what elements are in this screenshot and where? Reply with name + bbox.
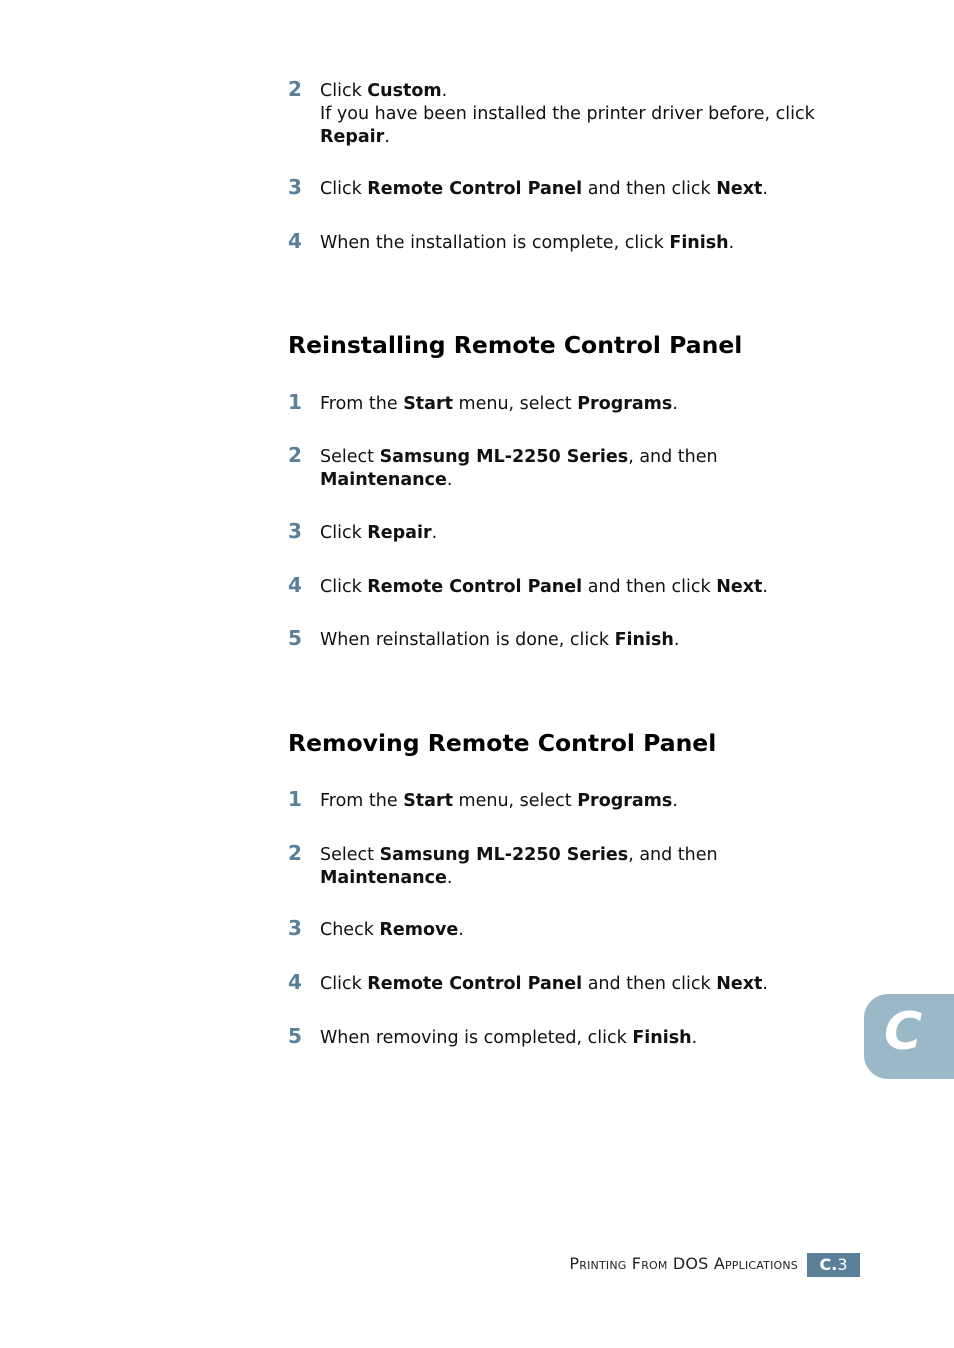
reinstall-heading: Reinstalling Remote Control Panel: [288, 331, 743, 359]
step-number: 4: [288, 573, 302, 597]
chapter-tab: [864, 994, 954, 1079]
step-text: Click Repair.: [320, 523, 438, 543]
step-text: Select Samsung ML-2250 Series, and then Maintenance.: [320, 447, 718, 490]
step-text: When removing is completed, click Finish.: [320, 1028, 698, 1048]
step-text: From the Start menu, select Programs.: [320, 394, 678, 414]
step-text: Click Remote Control Panel and then click Next.: [320, 179, 768, 199]
step-text: Click Remote Control Panel and then click Next.: [320, 974, 768, 994]
page-number-badge: [807, 1253, 860, 1277]
step-text: From the Start menu, select Programs.: [320, 791, 678, 811]
step-text: When reinstallation is done, click Finish.: [320, 630, 680, 650]
step-number: 1: [288, 787, 302, 811]
page-number: 3: [837, 1255, 848, 1274]
step-number: 5: [288, 1024, 302, 1048]
step-number: 4: [288, 229, 302, 253]
footer-title: Printing From DOS Applications: [569, 1254, 798, 1273]
step-number: 2: [288, 443, 302, 467]
step-number: 2: [288, 77, 302, 101]
step-text: Click Remote Control Panel and then click Next.: [320, 577, 768, 597]
step-number: 3: [288, 175, 302, 199]
step-number: 4: [288, 970, 302, 994]
step-text: Check Remove.: [320, 920, 464, 940]
step-number: 3: [288, 519, 302, 543]
step-number: 3: [288, 916, 302, 940]
step-text: Click Custom. If you have been installed the printer driver before, click Repair.: [320, 81, 815, 147]
page-prefix: C.: [819, 1255, 838, 1274]
step-number: 1: [288, 390, 302, 414]
step-number: 2: [288, 841, 302, 865]
step-number: 5: [288, 626, 302, 650]
chapter-letter: C: [884, 1002, 923, 1062]
step-text: When the installation is complete, click Finish.: [320, 233, 735, 253]
step-text: Select Samsung ML-2250 Series, and then Maintenance.: [320, 845, 718, 888]
remove-heading: Removing Remote Control Panel: [288, 729, 717, 757]
